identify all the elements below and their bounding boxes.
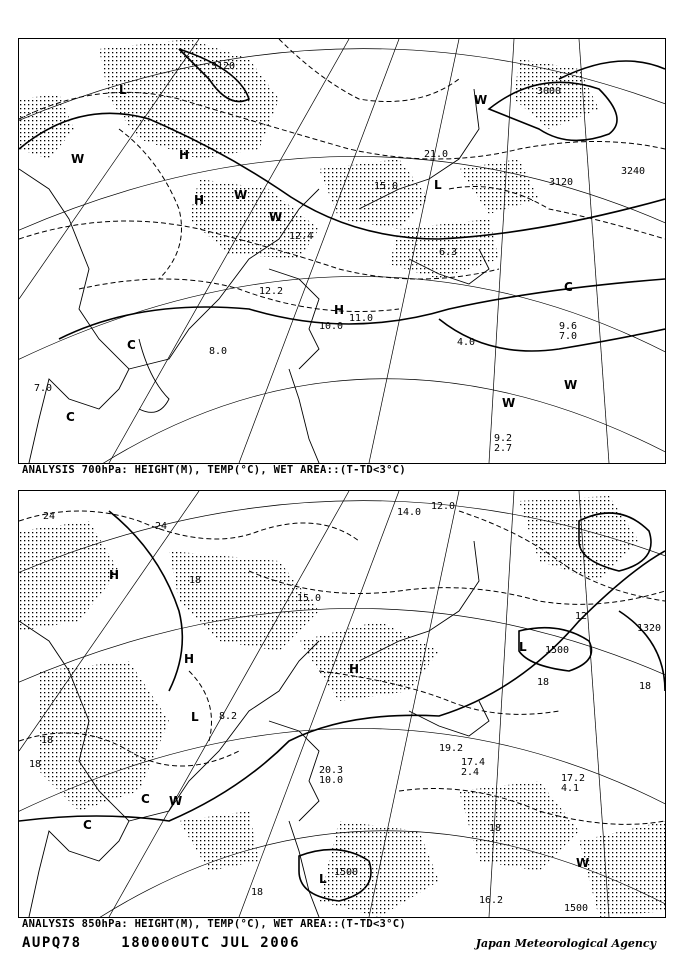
contour-label: 3120 <box>211 61 236 72</box>
agency-name: Japan Meteorological Agency <box>475 937 656 950</box>
system-marker: L <box>119 83 127 97</box>
station-value: 8.2 <box>219 711 238 722</box>
contour-label: 3240 <box>621 166 646 177</box>
station-value: 2.7 <box>494 443 513 454</box>
system-marker: C <box>66 410 75 424</box>
contour-label: 1500 <box>334 867 359 878</box>
bulletin-code: AUPQ78 <box>22 935 82 951</box>
system-marker: C <box>564 280 573 294</box>
chart-850hpa <box>18 490 666 918</box>
system-marker: W <box>234 188 248 202</box>
system-marker: H <box>334 303 345 317</box>
contour-label: 1500 <box>545 645 570 656</box>
station-value: 17.2 <box>561 773 586 784</box>
contour-label: 18 <box>29 759 42 770</box>
station-value: 20.3 <box>319 765 344 776</box>
map-700hpa <box>19 39 665 463</box>
contour-label: 24 <box>155 521 168 532</box>
station-value: 2.4 <box>461 767 480 778</box>
system-marker: H <box>184 652 195 666</box>
map-850hpa <box>19 491 665 917</box>
station-value: 4.0 <box>457 337 476 348</box>
station-value: 11.0 <box>349 313 374 324</box>
system-marker: L <box>434 178 442 192</box>
station-value: 6.3 <box>439 247 458 258</box>
contour-label: 3120 <box>549 177 574 188</box>
station-value: 15.0 <box>297 593 322 604</box>
station-value: 21.0 <box>424 149 449 160</box>
contour-label: 12 <box>575 611 588 622</box>
station-value: 7.0 <box>34 383 53 394</box>
system-marker: H <box>349 662 360 676</box>
caption-700hpa: ANALYSIS 700hPa: HEIGHT(M), TEMP(°C), WET AREA::(T-TD<3°C) <box>22 464 407 476</box>
system-marker: H <box>194 193 205 207</box>
station-value: 9.6 <box>559 321 578 332</box>
station-value: 7.0 <box>559 331 578 342</box>
system-marker: W <box>502 396 516 410</box>
station-value: 12.0 <box>431 501 456 512</box>
station-value: 17.4 <box>461 757 486 768</box>
wet-area <box>19 496 665 917</box>
station-value: 8.0 <box>209 346 228 357</box>
station-value: 12.4 <box>289 231 314 242</box>
system-marker: W <box>564 378 578 392</box>
station-value: 9.2 <box>494 433 513 444</box>
system-marker: W <box>474 93 488 107</box>
system-marker: H <box>109 568 120 582</box>
contour-label: 18 <box>251 887 264 898</box>
contour-label: 3000 <box>537 86 562 97</box>
chart-identifier <box>22 935 300 951</box>
system-marker: C <box>83 818 92 832</box>
station-value: 4.1 <box>561 783 580 794</box>
caption-850hpa: ANALYSIS 850hPa: HEIGHT(M), TEMP(°C), WET AREA::(T-TD<3°C) <box>22 918 407 930</box>
contour-label: 18 <box>41 735 54 746</box>
contour-label: 18 <box>189 575 202 586</box>
contour-label: 1500 <box>564 903 589 914</box>
system-marker: W <box>71 152 85 166</box>
contour-label: 24 <box>43 511 56 522</box>
station-value: 19.2 <box>439 743 464 754</box>
system-marker: W <box>576 856 590 870</box>
system-marker: W <box>269 210 283 224</box>
contour-label: 1320 <box>637 623 662 634</box>
system-marker: L <box>191 710 199 724</box>
station-value: 15.0 <box>374 181 399 192</box>
station-value: 16.2 <box>479 895 504 906</box>
station-value: 14.0 <box>397 507 422 518</box>
system-marker: L <box>519 640 527 654</box>
system-marker: H <box>179 148 190 162</box>
contour-label: 18 <box>537 677 550 688</box>
system-marker: C <box>141 792 150 806</box>
system-marker: L <box>319 872 327 886</box>
analysis-datetime: 180000UTC JUL 2006 <box>121 935 301 951</box>
contour-label: 18 <box>489 823 502 834</box>
system-marker: W <box>169 794 183 808</box>
station-value: 10.0 <box>319 321 344 332</box>
contour-label: 18 <box>639 681 652 692</box>
station-value: 10.0 <box>319 775 344 786</box>
station-value: 12.2 <box>259 286 284 297</box>
system-marker: C <box>127 338 136 352</box>
chart-700hpa <box>18 38 666 464</box>
